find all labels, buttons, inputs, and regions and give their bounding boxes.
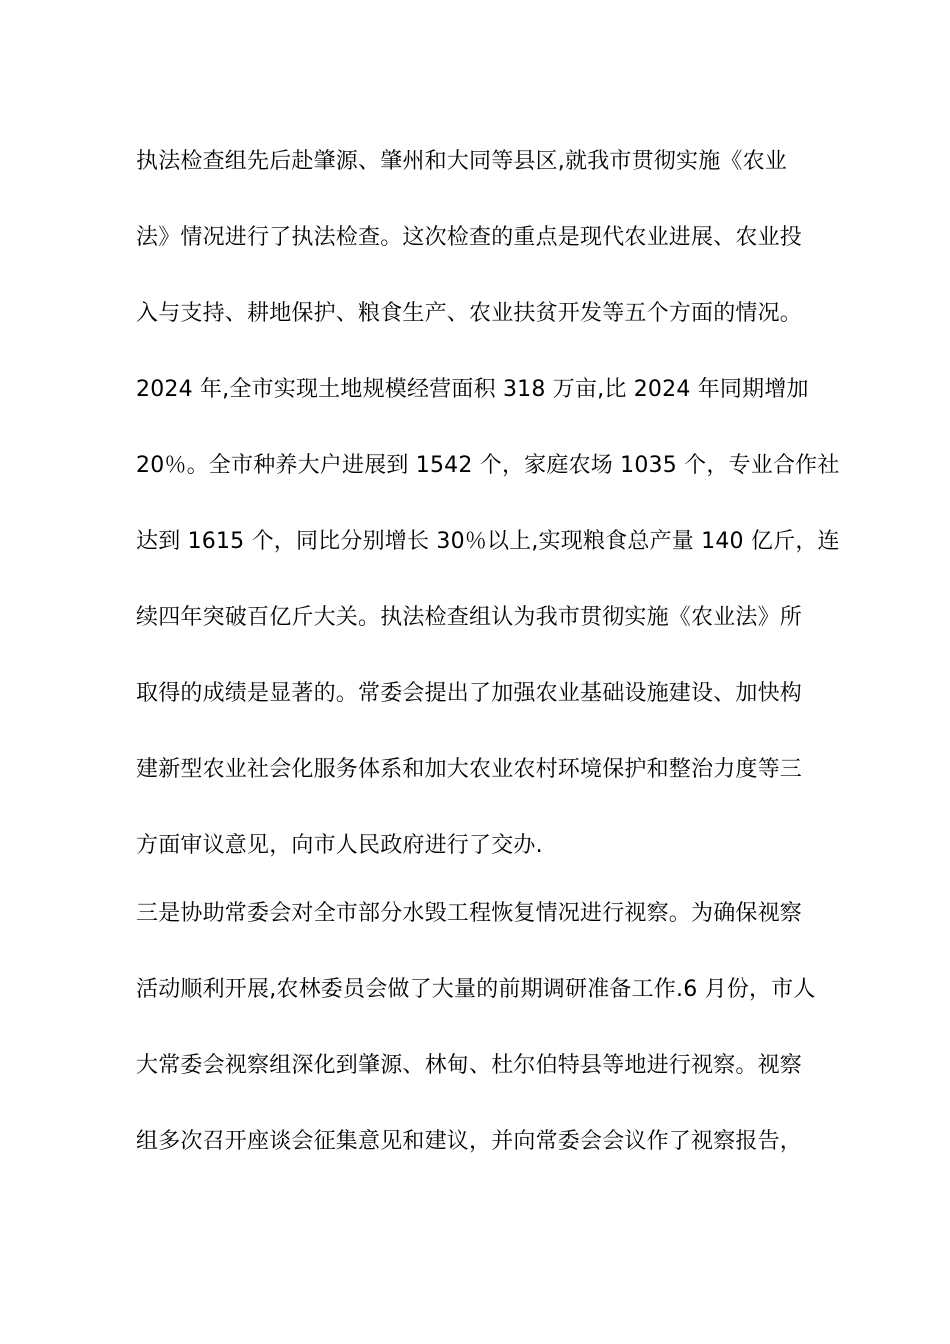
text-line: 2024 年,全市实现土地规模经营面积 318 万亩,比 2024 年同期增加 (136, 377, 809, 402)
text-line: 建新型农业社会化服务体系和加大农业农村环境保护和整治力度等三 (136, 757, 803, 782)
text-line: 三是协助常委会对全市部分水毁工程恢复情况进行视察。为确保视察 (136, 901, 803, 926)
text-line: 组多次召开座谈会征集意见和建议，并向常委会会议作了视察报告， (136, 1129, 803, 1154)
text-line: 方面审议意见，向市人民政府进行了交办. (136, 833, 543, 858)
text-line: 执法检查组先后赴肇源、肇州和大同等县区,就我市贯彻实施《农业 (136, 149, 787, 174)
text-line: 法》情况进行了执法检查。这次检查的重点是现代农业进展、农业投 (136, 225, 803, 250)
text-line: 活动顺利开展,农林委员会做了大量的前期调研准备工作.6 月份，市人 (136, 977, 816, 1002)
text-line: 入与支持、耕地保护、粮食生产、农业扶贫开发等五个方面的情况。 (136, 301, 803, 326)
text-line: 达到 1615 个，同比分别增长 30％以上,实现粮食总产量 140 亿斤，连 (136, 529, 840, 554)
text-line: 20％。全市种养大户进展到 1542 个，家庭农场 1035 个，专业合作社 (136, 453, 840, 478)
text-line: 取得的成绩是显著的。常委会提出了加强农业基础设施建设、加快构 (136, 681, 803, 706)
text-line: 续四年突破百亿斤大关。执法检查组认为我市贯彻实施《农业法》所 (136, 605, 803, 630)
text-line: 大常委会视察组深化到肇源、林甸、杜尔伯特县等地进行视察。视察 (136, 1053, 803, 1078)
